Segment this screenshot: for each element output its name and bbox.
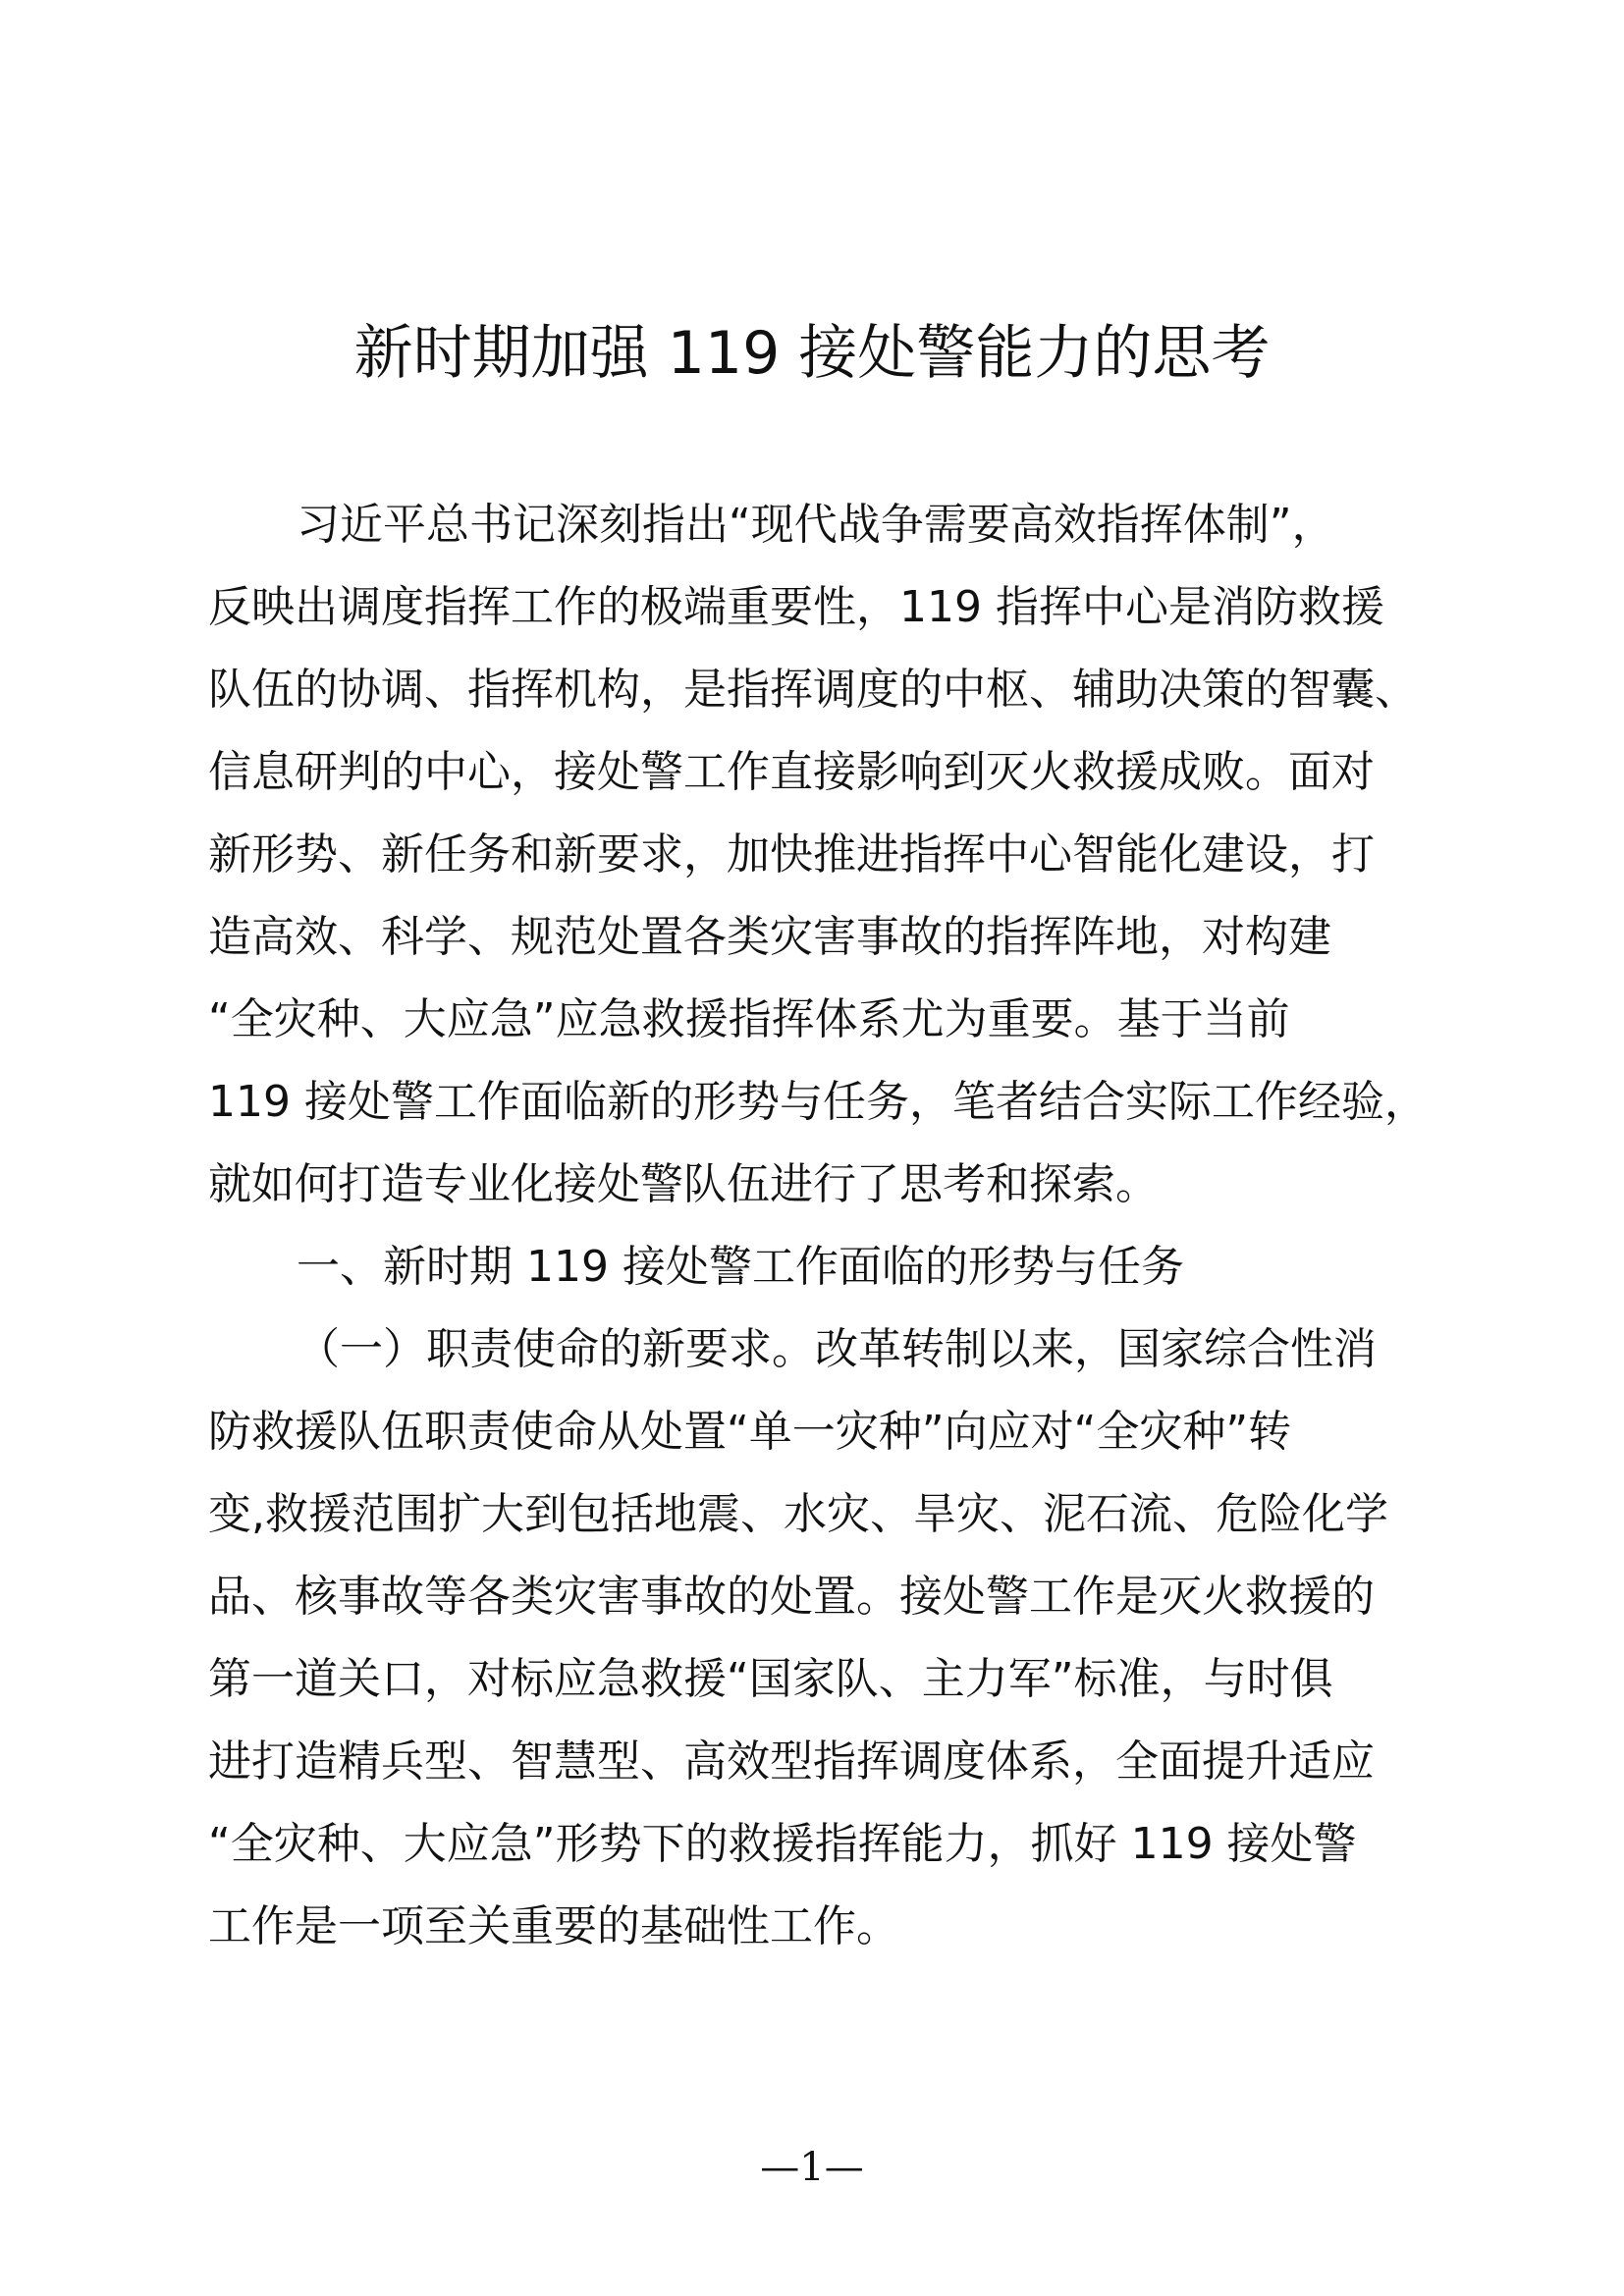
section-heading-1: 一、新时期 119 接处警工作面临的形势与任务 xyxy=(297,1242,1184,1292)
paragraph-line-11: 防救援队伍职责使命从处置“单一灾种”向应对“全灾种”转 xyxy=(208,1407,1292,1457)
document-title: 新时期加强 119 接处警能力的思考 xyxy=(353,319,1271,388)
paragraph-line-5: 新形势、新任务和新要求，加快推进指挥中心智能化建设，打 xyxy=(208,829,1375,880)
paragraph-line-7: “全灾种、大应急”应急救援指挥体系尤为重要。基于当前 xyxy=(208,994,1290,1044)
paragraph-line-3: 队伍的协调、指挥机构，是指挥调度的中枢、辅助决策的智囊、 xyxy=(208,665,1418,715)
paragraph-line-17: 工作是一项至关重要的基础性工作。 xyxy=(208,1901,899,1951)
paragraph-line-2: 反映出调度指挥工作的极端重要性，119 指挥中心是消防救援 xyxy=(208,582,1384,632)
paragraph-line-4: 信息研判的中心，接处警工作直接影响到灭火救援成败。面对 xyxy=(208,747,1375,797)
paragraph-line-15: 进打造精兵型、智慧型、高效型指挥调度体系，全面提升适应 xyxy=(208,1736,1375,1787)
paragraph-line-1: 习近平总书记深刻指出“现代战争需要高效指挥体制”， xyxy=(297,500,1335,550)
page-number: —1— xyxy=(760,2145,864,2190)
paragraph-line-9: 就如何打造专业化接处警队伍进行了思考和探索。 xyxy=(208,1159,1159,1209)
paragraph-line-6: 造高效、科学、规范处置各类灾害事故的指挥阵地，对构建 xyxy=(208,912,1331,962)
paragraph-line-13: 品、核事故等各类灾害事故的处置。接处警工作是灭火救援的 xyxy=(208,1572,1375,1622)
paragraph-line-8: 119 接处警工作面临新的形势与任务，笔者结合实际工作经验， xyxy=(208,1077,1428,1127)
paragraph-line-12: 变,救援范围扩大到包括地震、水灾、旱灾、泥石流、危险化学 xyxy=(208,1489,1388,1539)
paragraph-line-10: （一）职责使命的新要求。改革转制以来，国家综合性消 xyxy=(297,1324,1377,1374)
paragraph-line-16: “全灾种、大应急”形势下的救援指挥能力，抓好 119 接处警 xyxy=(208,1819,1357,1869)
paragraph-line-14: 第一道关口，对标应急救援“国家队、主力军”标准，与时俱 xyxy=(208,1654,1333,1704)
